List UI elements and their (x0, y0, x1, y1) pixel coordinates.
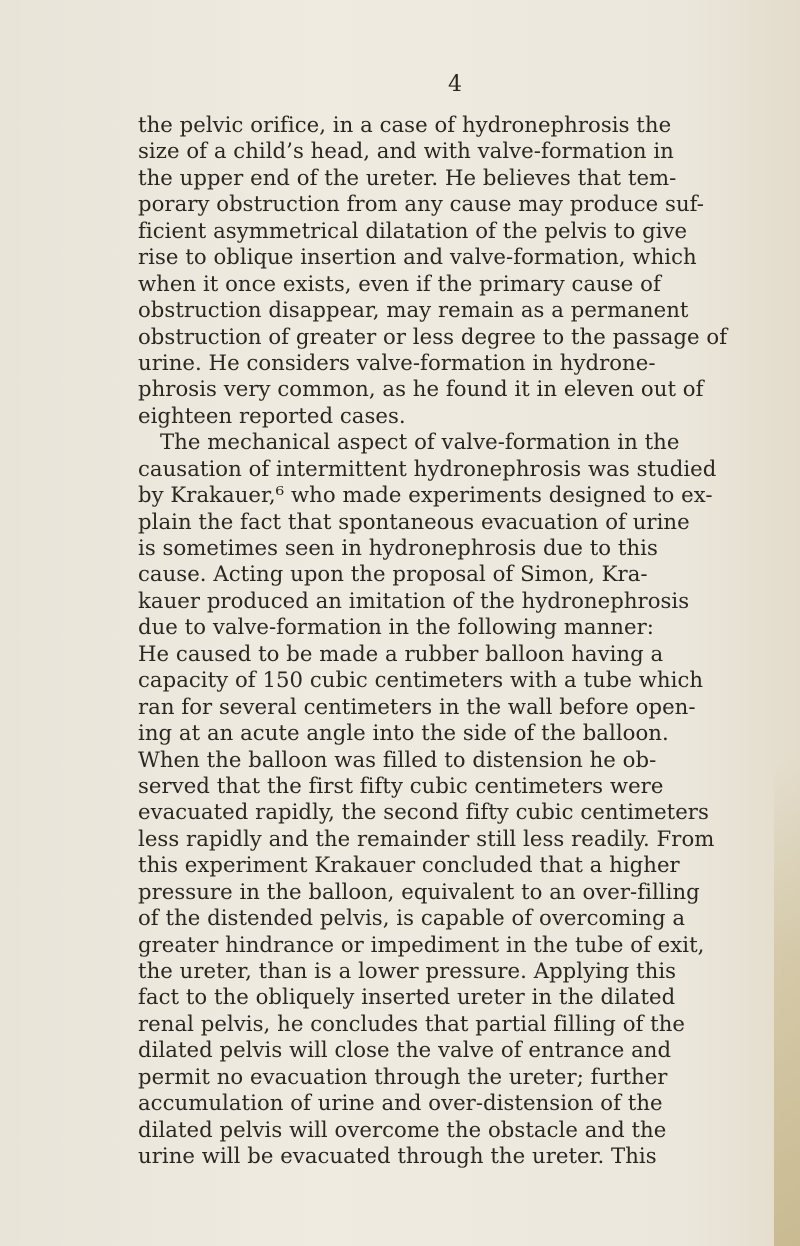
text-line: ing at an acute angle into the side of the balloon. (138, 720, 669, 746)
text-line: permit no evacuation through the ureter; further (138, 1063, 668, 1089)
text-line: when it once exists, even if the primary cause of (138, 270, 661, 296)
text-line: this experiment Krakauer concluded that a higher (138, 852, 680, 878)
text-line: greater hindrance or impediment in the tube of exit, (138, 931, 705, 957)
text-line: served that the first fifty cubic centimeters were (138, 772, 664, 798)
text-line: pressure in the balloon, equivalent to an over-filling (138, 878, 700, 904)
text-line: porary obstruction from any cause may produce suf- (138, 191, 704, 217)
text-line: less rapidly and the remainder still less readily. From (138, 825, 715, 851)
page-number: 4 (448, 72, 462, 97)
text-line: causation of intermittent hydronephrosis was studied (138, 455, 717, 481)
text-line: phrosis very common, as he found it in eleven out of (138, 376, 704, 402)
text-line: urine. He considers valve-formation in hydrone- (138, 349, 656, 375)
text-line: ran for several centimeters in the wall before open- (138, 693, 696, 719)
text-line: due to valve-formation in the following manner: (138, 614, 654, 640)
text-line: eighteen reported cases. (138, 402, 406, 428)
text-line: rise to oblique insertion and valve-formation, which (138, 244, 697, 270)
text-line: the pelvic orifice, in a case of hydronephrosis the (138, 112, 672, 137)
text-line: plain the fact that spontaneous evacuation of urine (138, 508, 690, 534)
text-line: is sometimes seen in hydronephrosis due to this (138, 535, 658, 560)
text-line: When the balloon was filled to distension he ob- (138, 746, 657, 772)
text-line: cause. Acting upon the proposal of Simon, Kra- (138, 561, 648, 587)
text-line: ficient asymmetrical dilatation of the pelvis to give (138, 217, 688, 243)
text-line: He caused to be made a rubber balloon having a (138, 640, 664, 666)
text-line: urine will be evacuated through the ureter. This (138, 1143, 657, 1169)
text-line: of the distended pelvis, is capable of overcoming a (138, 905, 686, 931)
body-text (138, 112, 778, 1170)
text-line: obstruction of greater or less degree to the passage of (138, 323, 728, 349)
text-line: fact to the obliquely inserted ureter in the dilated (138, 984, 676, 1010)
text-line: accumulation of urine and over-distension of the (138, 1090, 663, 1116)
text-line: capacity of 150 cubic centimeters with a tube which (138, 667, 704, 693)
text-line: evacuated rapidly, the second fifty cubic centimeters (138, 799, 709, 825)
text-line: renal pelvis, he concludes that partial filling of the (138, 1010, 686, 1036)
text-line: size of a child’s head, and with valve-formation in (138, 138, 674, 164)
paragraph-start-line: The mechanical aspect of valve-formation in the (160, 429, 680, 455)
text-line: the ureter, than is a lower pressure. Applying this (138, 958, 677, 983)
text-line: by Krakauer,⁶ who made experiments designed to ex- (138, 482, 713, 508)
text-line: obstruction disappear, may remain as a permanent (138, 297, 689, 323)
text-line: dilated pelvis will close the valve of entrance and (138, 1037, 672, 1063)
text-line: kauer produced an imitation of the hydronephrosis (138, 587, 690, 613)
text-line: the upper end of the ureter. He believes that tem- (138, 164, 677, 190)
text-line: dilated pelvis will overcome the obstacle and the (138, 1116, 667, 1142)
